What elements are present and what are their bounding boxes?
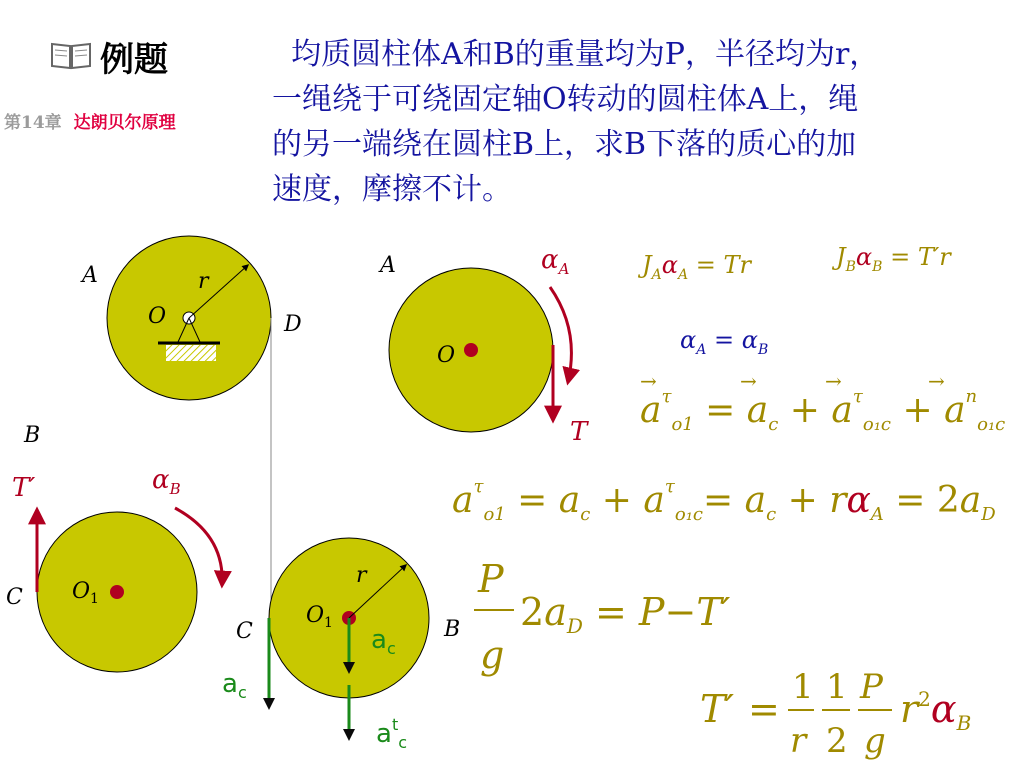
svg-text:→: → [740, 369, 757, 393]
formula-2 [831, 243, 952, 275]
problem-line-4: 速度，摩擦不计。 [272, 172, 512, 207]
svg-text:αA = αB: $\alpha_A = \alpha_B$ [680, 326, 769, 358]
svg-text:aτo1 = ac + aτo₁c + ano₁c: $a^\tau_{o1} = a_c + a^\tau_{o_1c} + a^n_{o_1c}$ [640, 386, 1006, 435]
label-o1: $O_1$ [72, 579, 99, 607]
formula-7 [700, 667, 971, 761]
page-title: 例题 [100, 40, 168, 80]
label-b-b: B [444, 617, 461, 642]
chapter-number: 第14章 [4, 113, 62, 133]
problem-line-1: 均质圆柱体A和B的重量均为P，半径均为r， [272, 37, 880, 72]
label-a: A [82, 263, 98, 288]
svg-text:=: = [748, 687, 780, 731]
label-atc: $a^t_c$ [376, 715, 408, 752]
formula-5 [452, 476, 996, 525]
label-d: D [284, 312, 302, 337]
svg-text:aτo1 = ac + aτo₁c= ac + rαA =: $a^\tau_{o1} = a_c + a^\tau_{o_1c}= a_c + r\alpha_A = 2a_D$ [452, 476, 996, 525]
label-ac-1: $a_c$ [222, 669, 247, 702]
svg-text:T′: T′ [700, 687, 734, 731]
formula-4 [640, 369, 1005, 435]
ground-hatch [166, 345, 216, 361]
svg-text:P: P [478, 557, 504, 601]
label-c: C [6, 585, 23, 610]
formula-1 [637, 251, 752, 283]
label-t: T [570, 417, 588, 447]
svg-text:g: g [480, 633, 505, 677]
center-o-fbd [464, 343, 478, 357]
svg-text:1: 1 [792, 667, 814, 707]
svg-text:→: → [825, 369, 842, 393]
svg-text:g: g [864, 721, 886, 761]
label-o1-b: $O_1$ [306, 603, 333, 631]
svg-text:JAαA = Tr: $J_A\alpha_A = Tr$ [642, 251, 751, 283]
svg-text:JBαB = T′r: $J_B\alpha_B = T'r$ [836, 243, 951, 275]
label-a-fbd: A [380, 253, 396, 278]
label-alpha-a: $\alpha_A$ [541, 245, 570, 278]
svg-text:r: r [790, 721, 807, 761]
svg-text:2aD = P−T′: $2a_D = P-T'$ [520, 590, 731, 638]
accel-arrowhead-3 [343, 729, 355, 741]
svg-text:→: → [928, 369, 945, 393]
label-alpha-b: $\alpha_B$ [152, 465, 181, 498]
chapter-name: 达朗贝尔原理 [73, 113, 176, 133]
problem-line-3: 的另一端绕在圆柱B上，求B下落的质心的加 [272, 127, 857, 162]
label-tprime: T′ [12, 473, 36, 503]
accel-arrowhead-1 [263, 698, 275, 710]
svg-text:1: 1 [826, 667, 848, 707]
label-o: O [148, 304, 167, 329]
formula-3 [680, 326, 768, 358]
svg-text:2: 2 [826, 721, 848, 761]
svg-text:r2αB: $r^2\alpha_B$ [900, 687, 972, 735]
problem-line-2: 一绳绕于可绕固定轴O转动的圆柱体A上，绳 [272, 82, 859, 117]
svg-text:P: P [860, 667, 883, 707]
label-b: B [24, 423, 41, 448]
center-o1-left [110, 585, 124, 599]
label-r: r [198, 269, 209, 294]
formula-6 [474, 557, 731, 677]
label-ac-2: $a_c$ [371, 625, 396, 658]
label-r-b: r [356, 563, 367, 588]
label-c-b: C [236, 619, 253, 644]
label-o-fbd: O [437, 343, 456, 368]
svg-text:→: → [640, 369, 657, 393]
